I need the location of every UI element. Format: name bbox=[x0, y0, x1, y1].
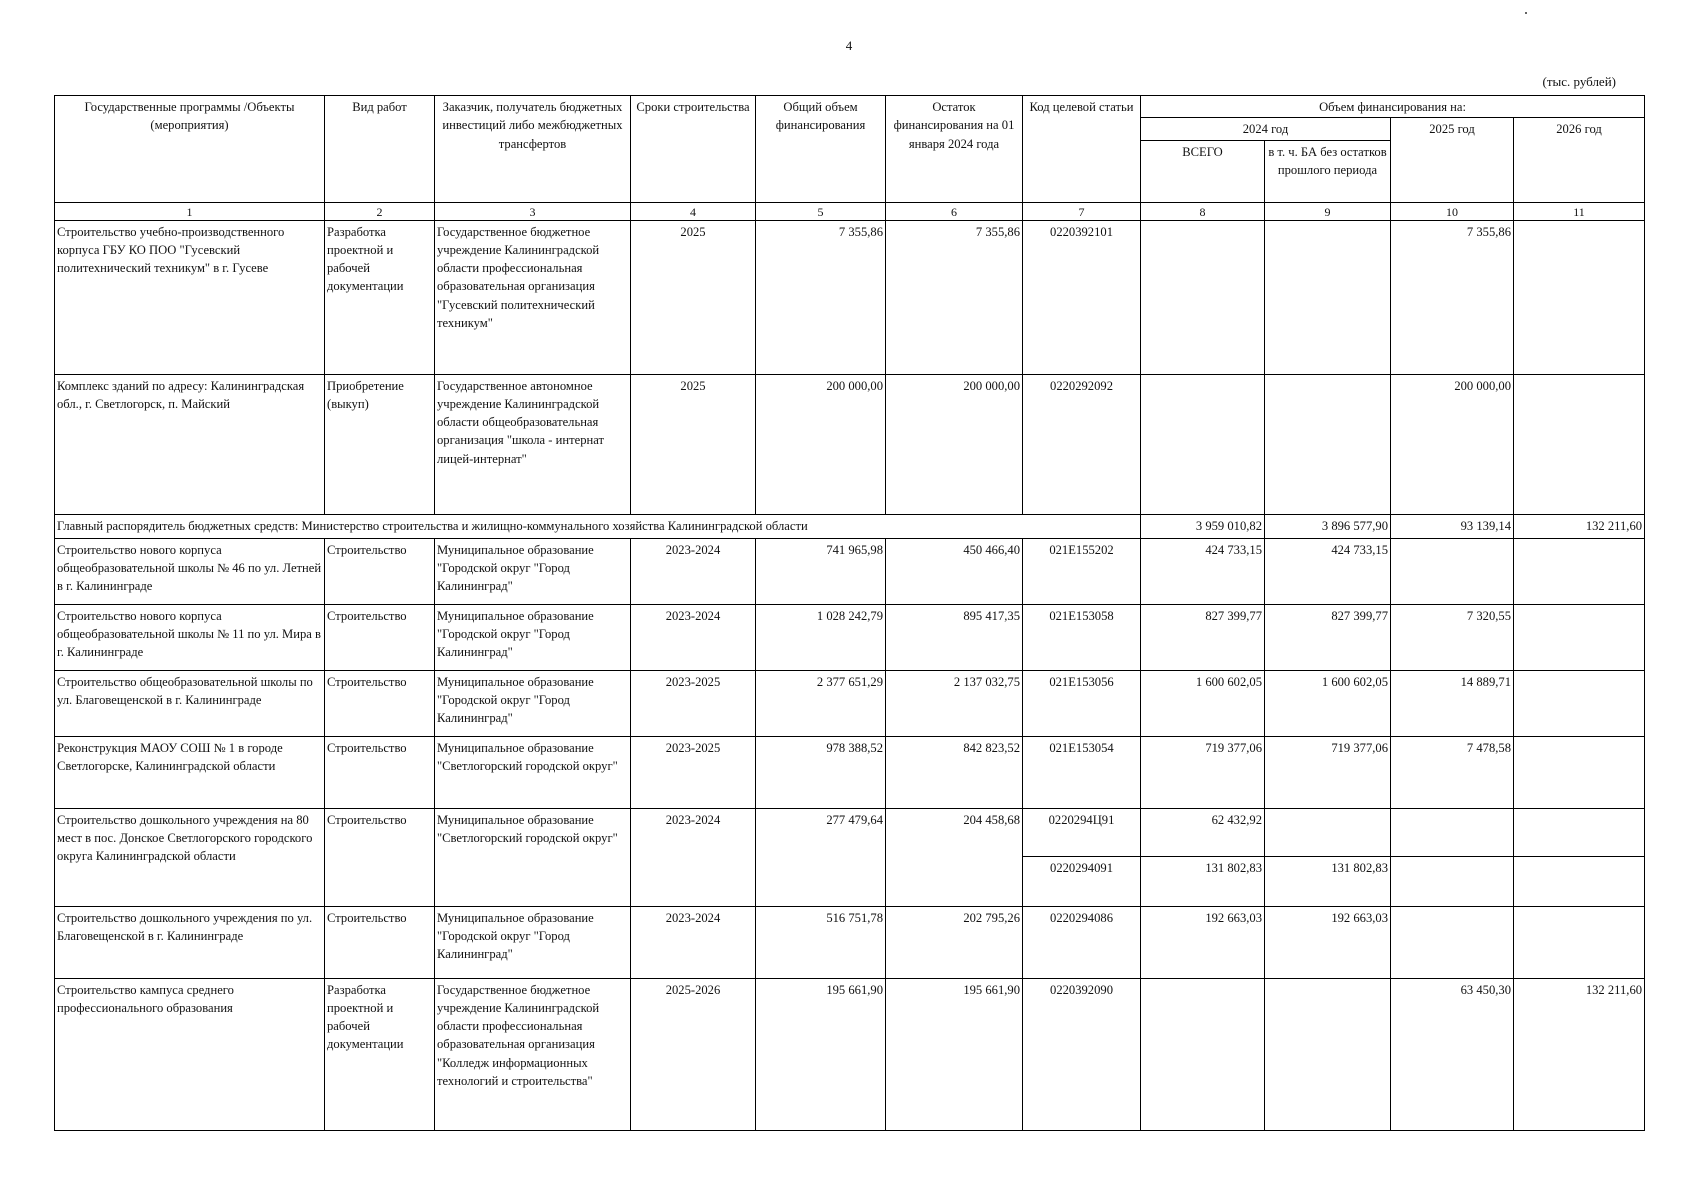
table-row bbox=[55, 374, 1645, 514]
column-index: 9 bbox=[1265, 202, 1391, 220]
column-index: 7 bbox=[1023, 202, 1141, 220]
total-funding: 2 377 651,29 bbox=[756, 670, 886, 736]
customer: Государственное бюджетное учреждение Калининградской области профессиональная образовательная организация "Гусевский политехнический техникум" bbox=[435, 220, 631, 374]
funding-2026: 132 211,60 bbox=[1514, 978, 1645, 1130]
funding-2024-total: 192 663,03 bbox=[1141, 906, 1265, 978]
section-2026: 132 211,60 bbox=[1514, 514, 1645, 538]
table-row bbox=[55, 808, 1645, 856]
column-index: 8 bbox=[1141, 202, 1265, 220]
remaining-funding: 202 795,26 bbox=[886, 906, 1023, 978]
funding-2025 bbox=[1391, 906, 1514, 978]
remaining-funding: 204 458,68 bbox=[886, 808, 1023, 906]
funding-2026 bbox=[1514, 808, 1645, 856]
table-row bbox=[55, 538, 1645, 604]
table-row bbox=[55, 220, 1645, 374]
table-row bbox=[55, 736, 1645, 808]
funding-2025: 7 320,55 bbox=[1391, 604, 1514, 670]
header-programs: Государственные программы /Объекты (мероприятия) bbox=[55, 96, 325, 203]
work-type: Строительство bbox=[325, 736, 435, 808]
section-2024-total: 3 959 010,82 bbox=[1141, 514, 1265, 538]
section-2024-ba: 3 896 577,90 bbox=[1265, 514, 1391, 538]
funding-2024-ba: 192 663,03 bbox=[1265, 906, 1391, 978]
funding-2024-ba bbox=[1265, 978, 1391, 1130]
target-code: 0220294086 bbox=[1023, 906, 1141, 978]
funding-2024-ba: 424 733,15 bbox=[1265, 538, 1391, 604]
work-type: Строительство bbox=[325, 538, 435, 604]
construction-period: 2023-2024 bbox=[631, 538, 756, 604]
work-type: Строительство bbox=[325, 808, 435, 906]
construction-period: 2023-2024 bbox=[631, 906, 756, 978]
work-type: Строительство bbox=[325, 604, 435, 670]
funding-2024-ba: 827 399,77 bbox=[1265, 604, 1391, 670]
page-number: 4 bbox=[845, 38, 853, 53]
funding-2025 bbox=[1391, 856, 1514, 906]
customer: Государственное автономное учреждение Калининградской области общеобразовательная организация "школа - интернат лицей-интернат" bbox=[435, 374, 631, 514]
object-name: Строительство дошкольного учреждения по ул. Благовещенской в г. Калининграде bbox=[55, 906, 325, 978]
budget-table bbox=[54, 95, 1645, 1131]
funding-2025 bbox=[1391, 808, 1514, 856]
funding-2024-ba: 131 802,83 bbox=[1265, 856, 1391, 906]
work-type: Разработка проектной и рабочей документации bbox=[325, 220, 435, 374]
remaining-funding: 200 000,00 bbox=[886, 374, 1023, 514]
column-index: 4 bbox=[631, 202, 756, 220]
header-remaining: Остаток финансирования на 01 января 2024 года bbox=[886, 96, 1023, 203]
construction-period: 2025 bbox=[631, 374, 756, 514]
object-name: Строительство учебно-производственного корпуса ГБУ КО ПОО "Гусевский политехнический техникум" в г. Гусеве bbox=[55, 220, 325, 374]
target-code: 021E153058 bbox=[1023, 604, 1141, 670]
section-title: Главный распорядитель бюджетных средств: Министерство строительства и жилищно-коммунального хозяйства Калининградской области bbox=[55, 514, 1141, 538]
funding-2024-total: 62 432,92 bbox=[1141, 808, 1265, 856]
customer: Государственное бюджетное учреждение Калининградской области профессиональная образовательная организация "Колледж информационных технологий и строительства" bbox=[435, 978, 631, 1130]
column-index: 6 bbox=[886, 202, 1023, 220]
remaining-funding: 450 466,40 bbox=[886, 538, 1023, 604]
column-index: 11 bbox=[1514, 202, 1645, 220]
construction-period: 2025 bbox=[631, 220, 756, 374]
funding-2025: 7 355,86 bbox=[1391, 220, 1514, 374]
work-type: Приобретение (выкуп) bbox=[325, 374, 435, 514]
total-funding: 516 751,78 bbox=[756, 906, 886, 978]
customer: Муниципальное образование "Городской округ "Город Калининград" bbox=[435, 538, 631, 604]
header-customer: Заказчик, получатель бюджетных инвестиций либо межбюджетных трансфертов bbox=[435, 96, 631, 203]
funding-2024-ba: 1 600 602,05 bbox=[1265, 670, 1391, 736]
column-index: 2 bbox=[325, 202, 435, 220]
funding-2024-ba bbox=[1265, 808, 1391, 856]
column-index: 3 bbox=[435, 202, 631, 220]
object-name: Строительство дошкольного учреждения на 80 мест в пос. Донское Светлогорского городского округа Калининградской области bbox=[55, 808, 325, 906]
table-row bbox=[55, 670, 1645, 736]
header-total-funding: Общий объем финансирования bbox=[756, 96, 886, 203]
target-code: 0220294Ц91 bbox=[1023, 808, 1141, 856]
funding-2025: 200 000,00 bbox=[1391, 374, 1514, 514]
remaining-funding: 195 661,90 bbox=[886, 978, 1023, 1130]
header-year-2024: 2024 год bbox=[1141, 118, 1391, 140]
funding-2026 bbox=[1514, 220, 1645, 374]
funding-2024-total: 827 399,77 bbox=[1141, 604, 1265, 670]
customer: Муниципальное образование "Городской округ "Город Калининград" bbox=[435, 906, 631, 978]
section-row bbox=[55, 514, 1645, 538]
section-2025: 93 139,14 bbox=[1391, 514, 1514, 538]
funding-2024-ba: 719 377,06 bbox=[1265, 736, 1391, 808]
header-work-type: Вид работ bbox=[325, 96, 435, 203]
funding-2026 bbox=[1514, 670, 1645, 736]
customer: Муниципальное образование "Городской округ "Город Калининград" bbox=[435, 604, 631, 670]
header-year-2025: 2025 год bbox=[1391, 118, 1514, 202]
funding-2024-total bbox=[1141, 220, 1265, 374]
table-header bbox=[55, 96, 1645, 221]
construction-period: 2023-2025 bbox=[631, 670, 756, 736]
scan-speck bbox=[1525, 12, 1527, 14]
funding-2025: 7 478,58 bbox=[1391, 736, 1514, 808]
column-index: 10 bbox=[1391, 202, 1514, 220]
header-2024-total: ВСЕГО bbox=[1141, 140, 1265, 202]
object-name: Реконструкция МАОУ СОШ № 1 в городе Светлогорске, Калининградской области bbox=[55, 736, 325, 808]
funding-2026 bbox=[1514, 374, 1645, 514]
object-name: Строительство общеобразовательной школы по ул. Благовещенской в г. Калининграде bbox=[55, 670, 325, 736]
object-name: Строительство нового корпуса общеобразовательной школы № 11 по ул. Мира в г. Калининграде bbox=[55, 604, 325, 670]
customer: Муниципальное образование "Городской округ "Город Калининград" bbox=[435, 670, 631, 736]
total-funding: 741 965,98 bbox=[756, 538, 886, 604]
funding-2024-total: 424 733,15 bbox=[1141, 538, 1265, 604]
funding-2024-total: 719 377,06 bbox=[1141, 736, 1265, 808]
target-code: 021E155202 bbox=[1023, 538, 1141, 604]
funding-2026 bbox=[1514, 604, 1645, 670]
customer: Муниципальное образование "Светлогорский городской округ" bbox=[435, 808, 631, 906]
total-funding: 200 000,00 bbox=[756, 374, 886, 514]
header-2024-ba: в т. ч. БА без остатков прошлого периода bbox=[1265, 140, 1391, 202]
funding-2024-ba bbox=[1265, 374, 1391, 514]
remaining-funding: 842 823,52 bbox=[886, 736, 1023, 808]
header-funding: Объем финансирования на: bbox=[1141, 96, 1645, 118]
funding-2026 bbox=[1514, 538, 1645, 604]
work-type: Строительство bbox=[325, 670, 435, 736]
work-type: Строительство bbox=[325, 906, 435, 978]
column-index: 1 bbox=[55, 202, 325, 220]
funding-2025 bbox=[1391, 538, 1514, 604]
funding-2024-ba bbox=[1265, 220, 1391, 374]
funding-2026 bbox=[1514, 736, 1645, 808]
column-index-row bbox=[55, 202, 1645, 220]
total-funding: 1 028 242,79 bbox=[756, 604, 886, 670]
table-row bbox=[55, 978, 1645, 1130]
target-code: 0220294091 bbox=[1023, 856, 1141, 906]
funding-2024-total: 131 802,83 bbox=[1141, 856, 1265, 906]
funding-2025: 14 889,71 bbox=[1391, 670, 1514, 736]
object-name: Строительство кампуса среднего профессионального образования bbox=[55, 978, 325, 1130]
work-type: Разработка проектной и рабочей документации bbox=[325, 978, 435, 1130]
target-code: 021E153054 bbox=[1023, 736, 1141, 808]
target-code: 0220292092 bbox=[1023, 374, 1141, 514]
target-code: 021E153056 bbox=[1023, 670, 1141, 736]
construction-period: 2023-2024 bbox=[631, 808, 756, 906]
remaining-funding: 7 355,86 bbox=[886, 220, 1023, 374]
funding-2024-total bbox=[1141, 978, 1265, 1130]
column-index: 5 bbox=[756, 202, 886, 220]
total-funding: 277 479,64 bbox=[756, 808, 886, 906]
total-funding: 195 661,90 bbox=[756, 978, 886, 1130]
target-code: 0220392101 bbox=[1023, 220, 1141, 374]
funding-2026 bbox=[1514, 856, 1645, 906]
object-name: Строительство нового корпуса общеобразовательной школы № 46 по ул. Летней в г. Калининграде bbox=[55, 538, 325, 604]
funding-2024-total: 1 600 602,05 bbox=[1141, 670, 1265, 736]
total-funding: 978 388,52 bbox=[756, 736, 886, 808]
total-funding: 7 355,86 bbox=[756, 220, 886, 374]
remaining-funding: 2 137 032,75 bbox=[886, 670, 1023, 736]
funding-2024-total bbox=[1141, 374, 1265, 514]
table-row bbox=[55, 906, 1645, 978]
construction-period: 2023-2024 bbox=[631, 604, 756, 670]
target-code: 0220392090 bbox=[1023, 978, 1141, 1130]
construction-period: 2025-2026 bbox=[631, 978, 756, 1130]
header-year-2026: 2026 год bbox=[1514, 118, 1645, 202]
remaining-funding: 895 417,35 bbox=[886, 604, 1023, 670]
header-target-code: Код целевой статьи bbox=[1023, 96, 1141, 203]
customer: Муниципальное образование "Светлогорский городской округ" bbox=[435, 736, 631, 808]
units-label: (тыс. рублей) bbox=[1542, 74, 1616, 89]
header-period: Сроки строительства bbox=[631, 96, 756, 203]
table-row bbox=[55, 604, 1645, 670]
funding-2025: 63 450,30 bbox=[1391, 978, 1514, 1130]
funding-2026 bbox=[1514, 906, 1645, 978]
construction-period: 2023-2025 bbox=[631, 736, 756, 808]
object-name: Комплекс зданий по адресу: Калининградская обл., г. Светлогорск, п. Майский bbox=[55, 374, 325, 514]
